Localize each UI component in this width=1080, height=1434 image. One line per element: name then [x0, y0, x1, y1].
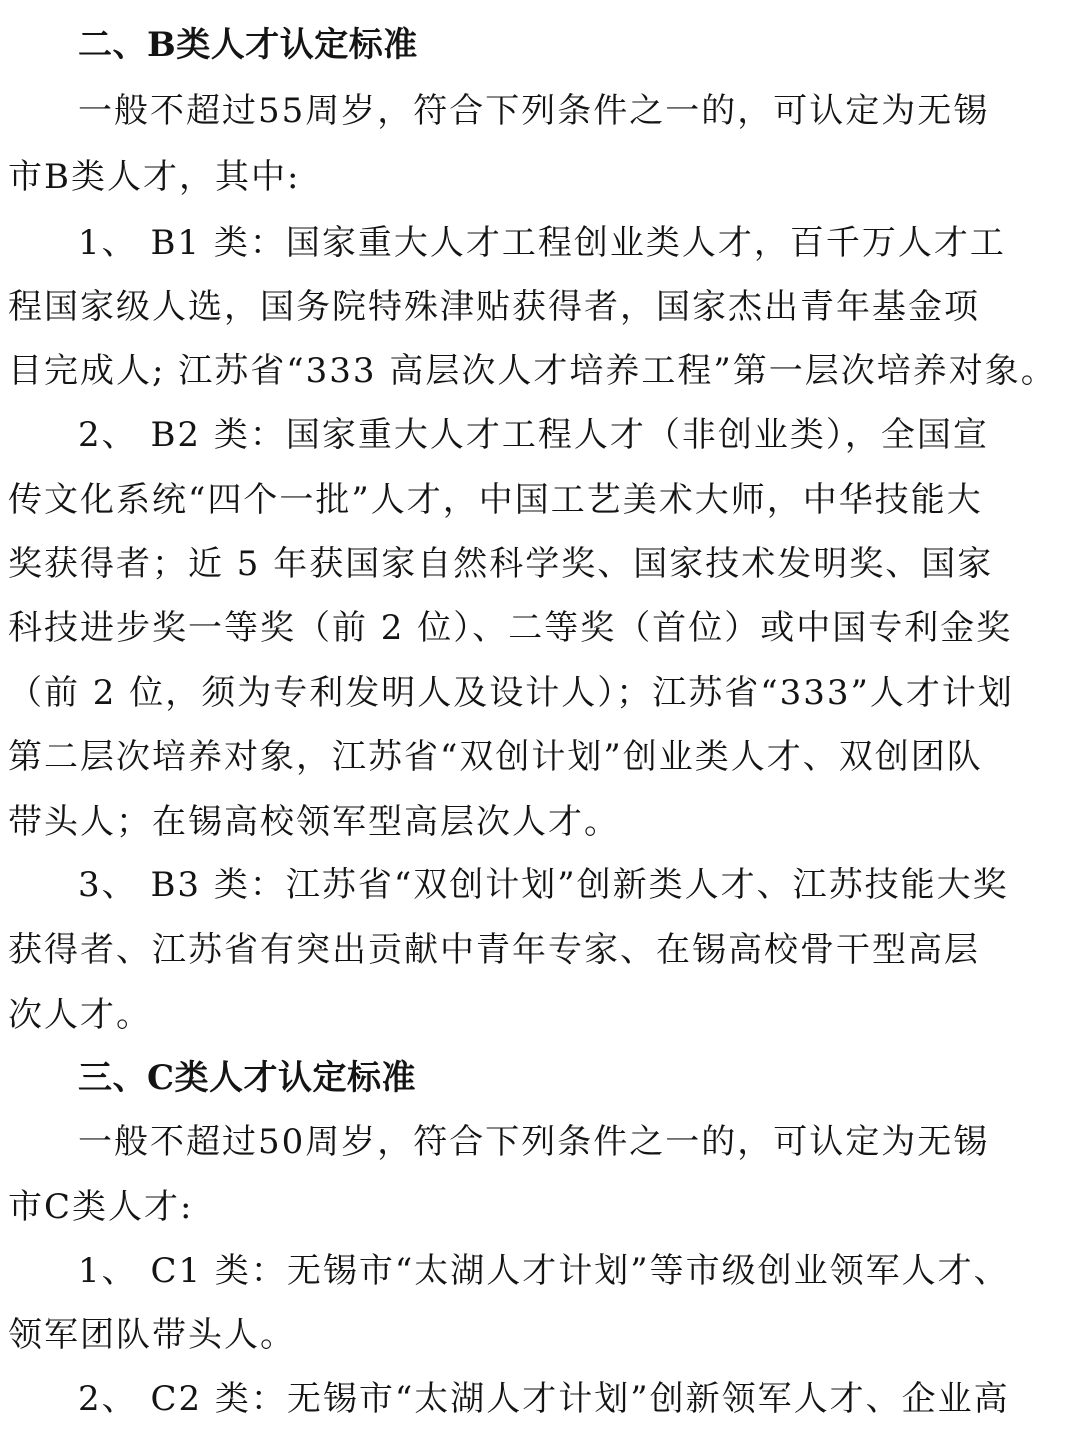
paragraph-line: 获得者、江苏省有突出贡献中青年专家、在锡高校骨干型高层 [8, 930, 980, 970]
paragraph-line: 第二层次培养对象，江苏省“双创计划”创业类人才、双创团队 [8, 737, 983, 777]
paragraph-line: 传文化系统“四个一批”人才，中国工艺美术大师，中华技能大 [8, 480, 983, 520]
list-item-c1: 1、 C1 类：无锡市“太湖人才计划”等市级创业领军人才、 [78, 1251, 1010, 1291]
paragraph-line: 领军团队带头人。 [8, 1315, 296, 1355]
list-item-b1: 1、 B1 类：国家重大人才工程创业类人才，百千万人才工 [78, 223, 1006, 263]
list-item-b3: 3、 B3 类：江苏省“双创计划”创新类人才、江苏技能大奖 [78, 865, 1009, 905]
paragraph-line: 目完成人; 江苏省“333 高层次人才培养工程”第一层次培养对象。 [8, 351, 1057, 391]
paragraph-line: 带头人；在锡高校领军型高层次人才。 [8, 802, 620, 842]
heading-c-talent: 三、C类人才认定标准 [78, 1058, 417, 1098]
paragraph-line: 科技进步奖一等奖（前 2 位）、二等奖（首位）或中国专利金奖 [8, 608, 1013, 648]
paragraph-line: 市B类人才，其中: [8, 157, 301, 197]
paragraph-line: 一般不超过55周岁，符合下列条件之一的，可认定为无锡 [78, 91, 990, 131]
heading-b-talent: 二、B类人才认定标准 [78, 25, 418, 65]
list-item-b2: 2、 B2 类：国家重大人才工程人才（非创业类），全国宣 [78, 415, 989, 455]
paragraph-line: 奖获得者；近 5 年获国家自然科学奖、国家技术发明奖、国家 [8, 544, 994, 584]
paragraph-line: 市C类人才: [8, 1187, 194, 1227]
paragraph-line: （前 2 位，须为专利发明人及设计人）；江苏省“333”人才计划 [8, 673, 1014, 713]
paragraph-line: 程国家级人选，国务院特殊津贴获得者，国家杰出青年基金项 [8, 287, 980, 327]
paragraph-line: 一般不超过50周岁，符合下列条件之一的，可认定为无锡 [78, 1122, 990, 1162]
list-item-c2: 2、 C2 类：无锡市“太湖人才计划”创新领军人才、企业高 [78, 1379, 1010, 1419]
paragraph-line: 次人才。 [8, 995, 152, 1035]
